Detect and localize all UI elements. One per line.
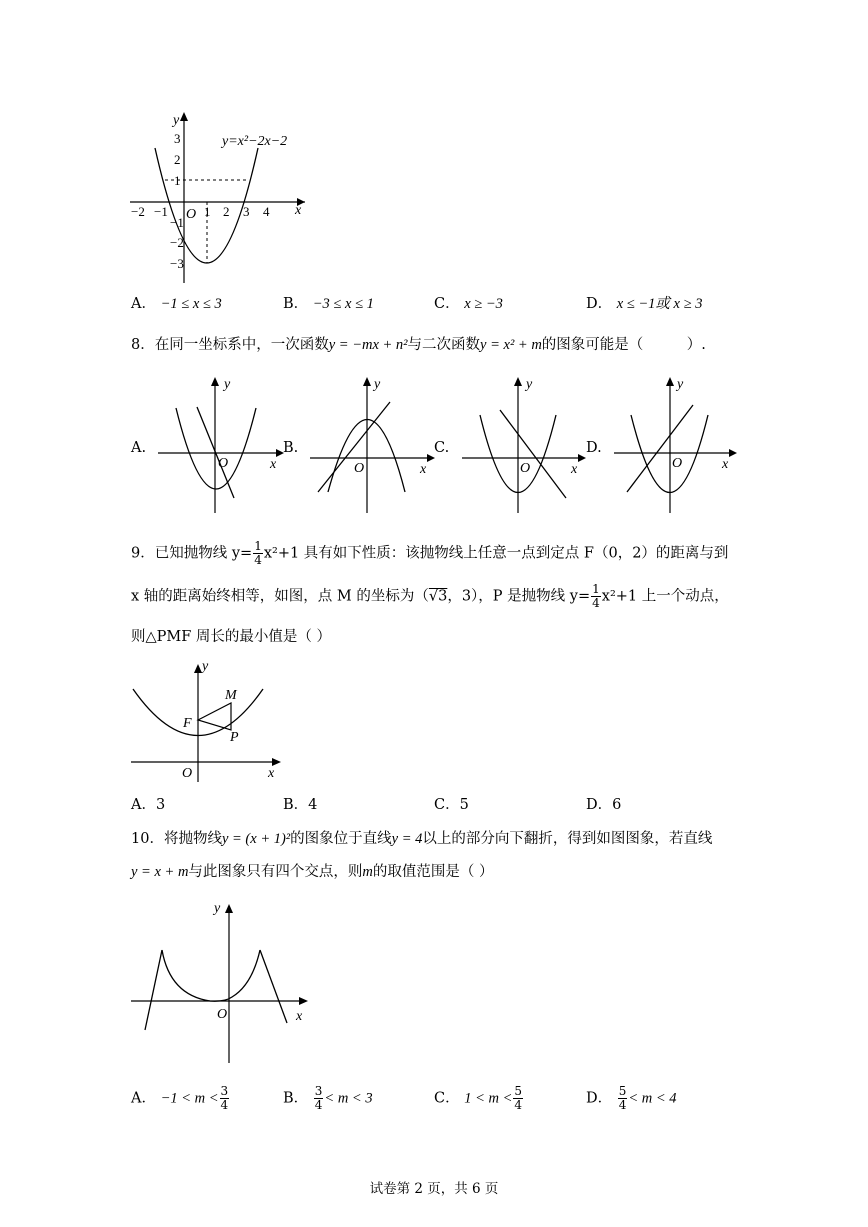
q9-line1: 9．已知抛物线 y= $\frac{1}{4}$ x²+1 具有如下性质：该抛物线上任意一点到定点 F（0，2）的距离与到: [131, 539, 729, 567]
q7-xtick: 1: [204, 204, 211, 219]
q9-choice-a[interactable]: A．3: [131, 797, 166, 813]
q7-choice-a[interactable]: A． −1 ≤ x ≤ 3: [131, 296, 222, 312]
q7-ytick: −1: [170, 215, 184, 230]
q8-a-x: x: [270, 457, 277, 472]
q7-ytick: −3: [170, 256, 184, 271]
q9-choice-c[interactable]: C．5: [434, 797, 469, 813]
q8-c-x: x: [571, 462, 578, 477]
q9-p: P: [230, 730, 239, 745]
q10-y: y: [214, 901, 221, 916]
q9-o: O: [182, 766, 193, 781]
q9-fraction: $\frac{1}{4}$: [254, 539, 262, 567]
q8-stem: 8．在同一坐标系中，一次函数y = −mx + n²与二次函数y = x² + m的图象可能是（ ）.: [131, 337, 706, 353]
q8-b-o: O: [354, 461, 365, 476]
q8-option-c-graph[interactable]: [455, 370, 595, 520]
q7-ytick: 3: [174, 131, 181, 146]
q10-line1: 10．将抛物线y = (x + 1)²的图象位于直线y = 4以上的部分向下翻折，得到如图图象，若直线: [131, 831, 713, 847]
q7-function-label: y=x²−2x−2: [222, 134, 288, 149]
q9-choice-b[interactable]: B．4: [283, 797, 318, 813]
q7-choice-b[interactable]: B． −3 ≤ x ≤ 1: [283, 296, 374, 312]
q7-choice-d[interactable]: D． x ≤ −1或 x ≥ 3: [586, 296, 703, 312]
q10-line2: y = x + m与此图象只有四个交点，则m的取值范围是（ ）: [131, 864, 494, 880]
q8-option-c-label[interactable]: C.: [434, 440, 450, 456]
q8-option-a-label[interactable]: A.: [131, 440, 147, 456]
q7-origin: O: [186, 207, 197, 222]
q10-o: O: [217, 1007, 228, 1022]
q8-b-x: x: [420, 462, 427, 477]
q8-option-a-graph[interactable]: [150, 370, 295, 520]
q7-xtick: 2: [223, 204, 230, 219]
q9-y: y: [202, 659, 209, 674]
q9-x: x: [268, 766, 275, 781]
q9-line3: 则△PMF 周长的最小值是（ ）: [131, 629, 332, 645]
q8-b-y: y: [374, 377, 381, 392]
q10-choice-a[interactable]: A． −1 < m < $\frac{3}{4}$: [131, 1084, 229, 1112]
q8-option-d-graph[interactable]: [607, 370, 742, 520]
q8-a-o: O: [218, 456, 229, 471]
q10-choice-d[interactable]: D． $\frac{5}{4}$ < m < 4: [586, 1084, 677, 1112]
q7-choice-c[interactable]: C． x ≥ −3: [434, 296, 503, 312]
page-footer: 试卷第 2 页，共 6 页: [369, 1181, 499, 1197]
q8-option-b-graph[interactable]: [300, 370, 445, 520]
q7-xtick: 4: [263, 204, 270, 219]
q7-xtick: −1: [154, 204, 168, 219]
q8-d-o: O: [672, 456, 683, 471]
q8-option-d-label[interactable]: D.: [586, 440, 602, 456]
q7-ytick: −2: [170, 235, 184, 250]
q8-d-x: x: [722, 457, 729, 472]
q8-option-b-label[interactable]: B.: [283, 440, 299, 456]
q9-m: M: [225, 688, 237, 703]
q9-line2: x 轴的距离始终相等，如图，点 M 的坐标为（√3，3），P 是抛物线 y= $\frac{1}{4}$ x²+1 上一个动点，: [131, 582, 729, 610]
q7-xtick: 3: [243, 204, 250, 219]
q7-ytick: 1: [174, 173, 181, 188]
q8-a-y: y: [224, 377, 231, 392]
q10-choice-b[interactable]: B． $\frac{3}{4}$ < m < 3: [283, 1084, 373, 1112]
q10-figure: [125, 895, 315, 1070]
q7-parabola-graph: [120, 108, 320, 288]
q9-choice-d[interactable]: D．6: [586, 797, 622, 813]
q7-axis-y: y: [173, 113, 180, 128]
q9-figure: [125, 655, 285, 790]
q7-axis-x: x: [295, 203, 302, 218]
q7-ytick: 2: [174, 152, 181, 167]
q10-choice-c[interactable]: C． 1 < m < $\frac{5}{4}$: [434, 1084, 523, 1112]
q9-fraction-2: $\frac{1}{4}$: [592, 582, 600, 610]
q9-f: F: [183, 716, 192, 731]
q10-x: x: [296, 1009, 303, 1024]
q8-c-o: O: [520, 461, 531, 476]
q8-c-y: y: [526, 377, 533, 392]
q7-xtick: −2: [131, 204, 145, 219]
q8-d-y: y: [677, 377, 684, 392]
